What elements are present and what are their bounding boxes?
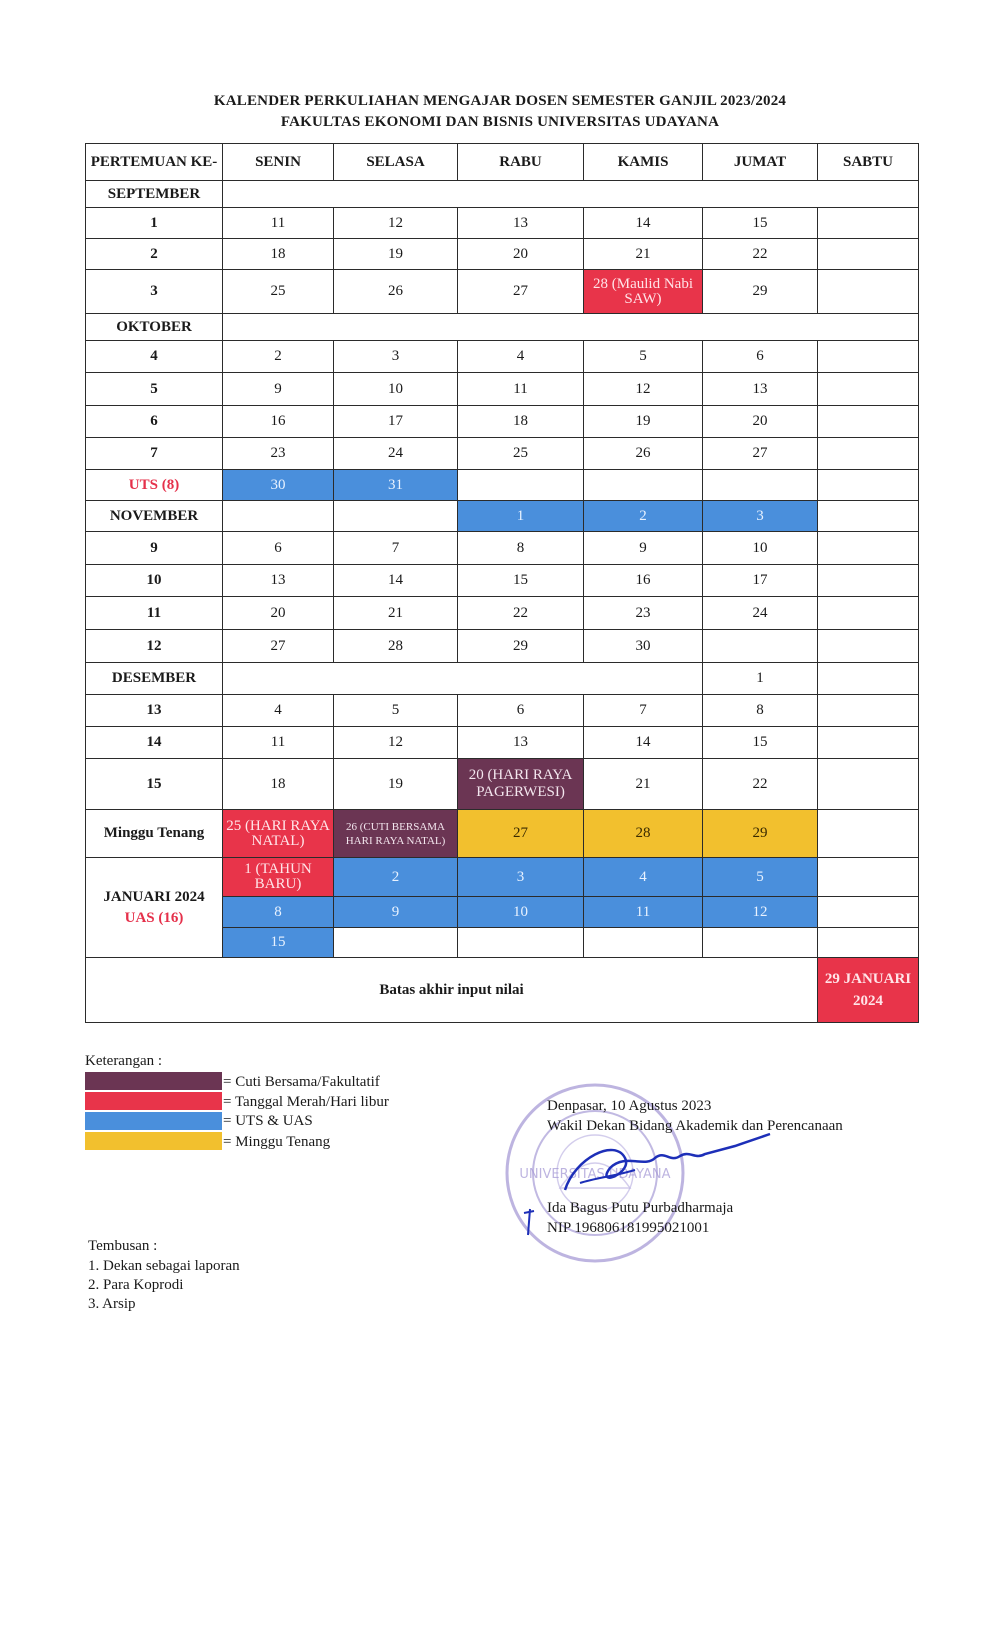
batas-label: Batas akhir input nilai (86, 958, 818, 1023)
legend-label: = Cuti Bersama/Fakultatif (223, 1074, 380, 1090)
table-row (86, 208, 919, 239)
date-cell (818, 695, 919, 727)
date-cell: 25 (458, 438, 584, 470)
table-row (86, 270, 919, 314)
date-cell: 2 (223, 341, 334, 373)
minggu-tenang-row (86, 810, 919, 858)
legend-label: = Tanggal Merah/Hari libur (223, 1094, 389, 1110)
date-cell: 29 (458, 630, 584, 663)
table-row (86, 373, 919, 406)
header-pertemuan: PERTEMUAN KE- (86, 144, 223, 181)
month-row (86, 314, 919, 341)
date-cell: 21 (334, 597, 458, 630)
table-row (86, 759, 919, 810)
date-cell: 22 (458, 597, 584, 630)
date-cell: 27 (458, 270, 584, 314)
legend-swatch-cuti (85, 1072, 222, 1090)
stamp-text: UNIVERSITAS UDAYANA (519, 1167, 671, 1182)
date-cell: 14 (584, 208, 703, 239)
meeting-number: 10 (86, 565, 223, 597)
month-label: JANUARI 2024 (103, 888, 205, 905)
cuti-cell: 26 (CUTI BERSAMA HARI RAYA NATAL) (334, 810, 458, 858)
date-cell: 24 (334, 438, 458, 470)
month-label: DESEMBER (86, 663, 223, 695)
exam-cell: 15 (223, 928, 334, 958)
date-cell: 26 (334, 270, 458, 314)
date-cell: 27 (223, 630, 334, 663)
date-cell: 8 (458, 532, 584, 565)
uts-row (86, 470, 919, 501)
date-cell: 5 (584, 341, 703, 373)
header-row (86, 144, 919, 181)
meeting-number: 2 (86, 239, 223, 270)
date-cell: 17 (703, 565, 818, 597)
date-cell: 11 (458, 373, 584, 406)
date-cell: 15 (703, 727, 818, 759)
cuti-cell: 20 (HARI RAYA PAGERWESI) (458, 759, 584, 810)
signature-place-date: Denpasar, 10 Agustus 2023 (547, 1098, 712, 1114)
uas-label: UAS (16) (124, 909, 184, 926)
header-rabu: RABU (458, 144, 584, 181)
date-cell (818, 239, 919, 270)
date-cell (818, 270, 919, 314)
header-senin: SENIN (223, 144, 334, 181)
month-row (86, 501, 919, 532)
legend-label: = Minggu Tenang (223, 1134, 331, 1150)
quiet-week-cell: 28 (584, 810, 703, 858)
exam-cell: 3 (703, 501, 818, 532)
date-cell: 11 (223, 208, 334, 239)
date-cell: 18 (223, 239, 334, 270)
date-cell (818, 597, 919, 630)
holiday-cell: 25 (HARI RAYA NATAL) (223, 810, 334, 858)
table-row (86, 239, 919, 270)
meeting-number: 9 (86, 532, 223, 565)
month-row (86, 663, 919, 695)
table-row (86, 727, 919, 759)
quiet-week-cell: 27 (458, 810, 584, 858)
exam-cell: 8 (223, 897, 334, 928)
date-cell: 20 (703, 406, 818, 438)
signature-position: Wakil Dekan Bidang Akademik dan Perencanaan (547, 1118, 843, 1134)
exam-cell: 2 (584, 501, 703, 532)
date-cell: 18 (223, 759, 334, 810)
legend-swatch-minggu-tenang (85, 1132, 222, 1150)
holiday-cell: 1 (TAHUN BARU) (223, 858, 334, 897)
table-row (86, 858, 919, 897)
exam-cell: 30 (223, 470, 334, 501)
date-cell: 21 (584, 239, 703, 270)
table-row (86, 630, 919, 663)
date-cell: 7 (334, 532, 458, 565)
date-cell: 13 (703, 373, 818, 406)
exam-cell: 31 (334, 470, 458, 501)
meeting-number: 12 (86, 630, 223, 663)
month-row (86, 181, 919, 208)
month-label: SEPTEMBER (86, 181, 223, 208)
date-cell: 18 (458, 406, 584, 438)
date-cell: 29 (703, 270, 818, 314)
meeting-number: 15 (86, 759, 223, 810)
date-cell: 15 (458, 565, 584, 597)
date-cell: 25 (223, 270, 334, 314)
date-cell: 22 (703, 239, 818, 270)
date-cell (818, 406, 919, 438)
uts-label: UTS (8) (86, 470, 223, 501)
month-label: OKTOBER (86, 314, 223, 341)
date-cell: 10 (703, 532, 818, 565)
date-cell: 5 (334, 695, 458, 727)
meeting-number: 3 (86, 270, 223, 314)
date-cell (818, 727, 919, 759)
date-cell (818, 759, 919, 810)
paraf-icon (520, 1207, 540, 1237)
signature-name: Ida Bagus Putu Purbadharmaja (547, 1200, 734, 1216)
month-label: NOVEMBER (86, 501, 223, 532)
date-cell: 13 (223, 565, 334, 597)
date-cell: 6 (703, 341, 818, 373)
batas-row (86, 958, 919, 1023)
date-cell: 22 (703, 759, 818, 810)
date-cell: 1 (703, 663, 818, 695)
date-cell: 27 (703, 438, 818, 470)
date-cell: 19 (334, 759, 458, 810)
date-cell: 17 (334, 406, 458, 438)
tembusan-item: 1. Dekan sebagai laporan (88, 1258, 240, 1274)
signature-nip: NIP 196806181995021001 (547, 1220, 710, 1236)
table-row (86, 695, 919, 727)
date-cell: 30 (584, 630, 703, 663)
meeting-number: 11 (86, 597, 223, 630)
date-cell: 13 (458, 727, 584, 759)
legend-swatch-uts-uas (85, 1112, 222, 1130)
date-cell: 28 (334, 630, 458, 663)
minggu-tenang-label: Minggu Tenang (86, 810, 223, 858)
date-cell: 9 (584, 532, 703, 565)
date-cell: 13 (458, 208, 584, 239)
date-cell (818, 373, 919, 406)
meeting-number: 7 (86, 438, 223, 470)
meeting-number: 5 (86, 373, 223, 406)
date-cell (818, 438, 919, 470)
date-cell (818, 532, 919, 565)
exam-cell: 2 (334, 858, 458, 897)
legend-title: Keterangan : (85, 1053, 163, 1069)
date-cell (818, 341, 919, 373)
date-cell: 23 (584, 597, 703, 630)
exam-cell: 3 (458, 858, 584, 897)
table-row (86, 406, 919, 438)
exam-cell: 4 (584, 858, 703, 897)
date-cell: 9 (223, 373, 334, 406)
exam-cell: 9 (334, 897, 458, 928)
quiet-week-cell: 29 (703, 810, 818, 858)
date-cell: 21 (584, 759, 703, 810)
meeting-number: 14 (86, 727, 223, 759)
table-row (86, 341, 919, 373)
date-cell: 16 (223, 406, 334, 438)
batas-date-cell: 29 JANUARI 2024 (818, 958, 919, 1023)
date-cell: 20 (458, 239, 584, 270)
header-sabtu: SABTU (818, 144, 919, 181)
date-cell: 26 (584, 438, 703, 470)
exam-cell: 11 (584, 897, 703, 928)
exam-cell: 1 (458, 501, 584, 532)
meeting-number: 6 (86, 406, 223, 438)
tembusan-title: Tembusan : (88, 1238, 158, 1254)
date-cell: 24 (703, 597, 818, 630)
date-cell: 23 (223, 438, 334, 470)
exam-cell: 5 (703, 858, 818, 897)
holiday-cell: 28 (Maulid Nabi SAW) (584, 270, 703, 314)
date-cell: 16 (584, 565, 703, 597)
meeting-number: 1 (86, 208, 223, 239)
table-row (86, 597, 919, 630)
table-row (86, 532, 919, 565)
date-cell: 8 (703, 695, 818, 727)
meeting-number: 13 (86, 695, 223, 727)
table-row (86, 438, 919, 470)
exam-cell: 10 (458, 897, 584, 928)
meeting-number: 4 (86, 341, 223, 373)
date-cell: 7 (584, 695, 703, 727)
date-cell: 6 (458, 695, 584, 727)
date-cell: 20 (223, 597, 334, 630)
header-selasa: SELASA (334, 144, 458, 181)
date-cell: 14 (334, 565, 458, 597)
date-cell (818, 208, 919, 239)
header-kamis: KAMIS (584, 144, 703, 181)
date-cell: 12 (584, 373, 703, 406)
legend-label: = UTS & UAS (223, 1113, 313, 1129)
header-jumat: JUMAT (703, 144, 818, 181)
date-cell: 4 (223, 695, 334, 727)
tembusan-item: 2. Para Koprodi (88, 1277, 184, 1293)
date-cell: 11 (223, 727, 334, 759)
calendar-table (85, 143, 919, 1023)
tembusan-item: 3. Arsip (88, 1296, 136, 1312)
date-cell: 15 (703, 208, 818, 239)
date-cell: 19 (584, 406, 703, 438)
date-cell (818, 565, 919, 597)
januari-label (86, 858, 223, 958)
table-row (86, 565, 919, 597)
date-cell: 12 (334, 208, 458, 239)
date-cell: 4 (458, 341, 584, 373)
document-subtitle: FAKULTAS EKONOMI DAN BISNIS UNIVERSITAS UDAYANA (280, 114, 720, 130)
signature-scribble-icon (555, 1128, 775, 1208)
date-cell: 14 (584, 727, 703, 759)
document-title: KALENDER PERKULIAHAN MENGAJAR DOSEN SEMESTER GANJIL 2023/2024 (213, 93, 787, 109)
exam-cell: 12 (703, 897, 818, 928)
date-cell: 10 (334, 373, 458, 406)
legend-swatch-libur (85, 1092, 222, 1110)
date-cell: 12 (334, 727, 458, 759)
date-cell: 19 (334, 239, 458, 270)
date-cell: 6 (223, 532, 334, 565)
date-cell: 3 (334, 341, 458, 373)
